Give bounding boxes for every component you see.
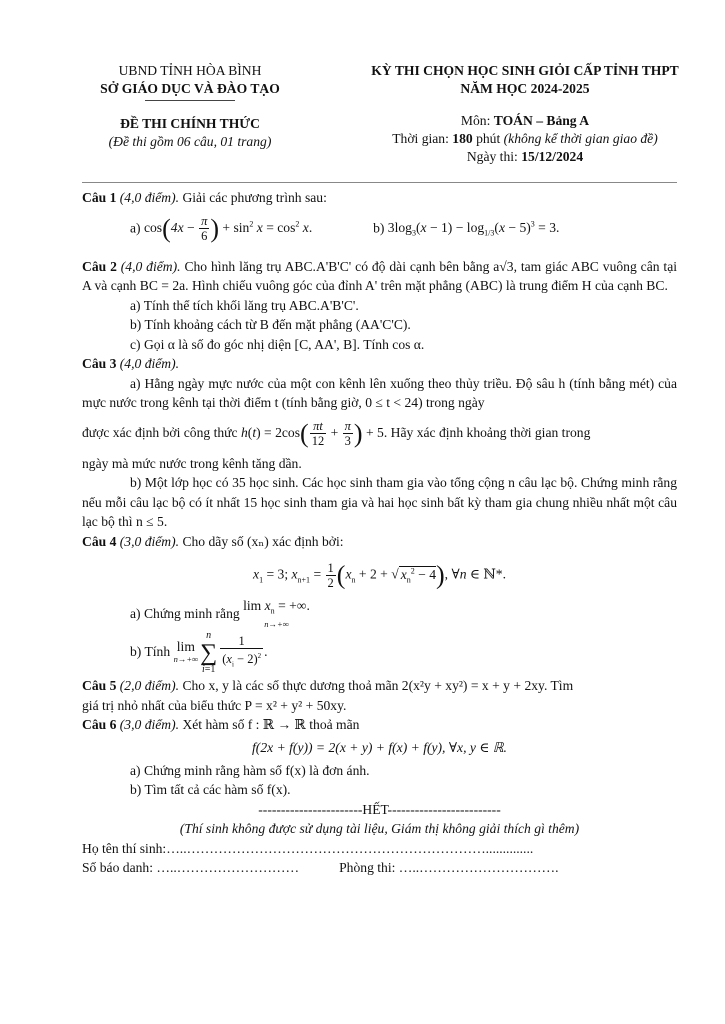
header-divider xyxy=(145,100,235,101)
candidate-name-line: Họ tên thí sinh:…..………………………………………………………….............. xyxy=(82,840,534,856)
q3-a-formula-label: được xác định bởi công thức xyxy=(82,424,238,440)
q2-statement xyxy=(82,257,677,296)
exam-body xyxy=(82,188,677,878)
q2-part-b: b) Tính khoảng cách từ B đến mặt phẳng (AA'C'C). xyxy=(130,317,411,333)
q5-title: Câu 5 xyxy=(82,678,117,694)
q5-text-1: Cho x, y là các số thực dương thoả mãn 2(x²y + xy²) = x + y + 2xy. Tìm xyxy=(179,678,574,694)
candidate-note: (Thí sinh không được sử dụng tài liệu, Giám thị không giải thích gì thêm) xyxy=(179,821,580,837)
q1-heading xyxy=(82,188,677,208)
q6-functional-equation: f(2x + f(y)) = 2(x + y) + f(x) + f(y), ∀x, y ∈ ℝ. xyxy=(252,739,507,755)
q1-a-equation: cos(4x − $\frac{\pi}{6}$ ) + $\sin^2 x = \cos^2 x$. xyxy=(143,213,313,244)
q3-heading xyxy=(82,354,677,374)
q4-part-a xyxy=(82,600,677,630)
time-unit: phút xyxy=(472,131,504,146)
q2-title: Câu 2 xyxy=(82,258,117,274)
subject-line xyxy=(320,112,725,130)
q4-points: (3,0 điểm). xyxy=(116,533,180,549)
exam-header xyxy=(70,62,685,182)
q1-a-label: a) xyxy=(130,220,141,236)
q1-b-equation: $3\log_3(x - 1) - \log_{1/3}(x - 5)^3 = 3$. xyxy=(387,219,560,238)
q4-a-label: a) Chứng minh rằng xyxy=(130,606,240,622)
q3-a-text: a) Hằng ngày mực nước của một con kênh lên xuống theo thủy triều. Độ sâu h (tính bằng mét) của mực nước trong kênh tại thời điểm t (tính bằng giờ, 0 ≤ t < 24) trong ngày xyxy=(82,375,677,411)
school-year: NĂM HỌC 2024-2025 xyxy=(460,81,590,96)
q4-text: Cho dãy số (xₙ) xác định bởi: xyxy=(179,533,344,549)
end-marker: -----------------------HẾT------------------------- xyxy=(258,801,501,817)
q3-points: (4,0 điểm). xyxy=(116,356,180,372)
date-line xyxy=(320,148,725,166)
time-value: 180 xyxy=(452,131,473,146)
q3-title: Câu 3 xyxy=(82,356,117,372)
q4-title: Câu 4 xyxy=(82,533,117,549)
q2-part-a: a) Tính thể tích khối lăng trụ ABC.A'B'C'. xyxy=(130,297,359,313)
q4-recurrence: $x_1 = 3$; $x_{n+1}$ = $\frac{1}{2}$ ($x_n + 2$ + √ $x_n^2 - 4$), ∀n ∈ ℕ*. xyxy=(253,560,506,591)
q3-part-a-formula-line xyxy=(82,413,677,454)
q1-text: Giải các phương trình sau: xyxy=(179,190,327,205)
header-left xyxy=(70,62,310,151)
q1-points: (4,0 điểm). xyxy=(116,190,180,205)
q3-part-b xyxy=(82,473,677,532)
candidate-number: Số báo danh: …..……………………… xyxy=(82,860,300,876)
candidate-id-room-line xyxy=(82,858,677,878)
q3-part-a-intro xyxy=(82,374,677,413)
header-separator xyxy=(82,182,677,183)
subject-label: Môn: xyxy=(460,113,494,128)
department-name: UBND TỈNH HÒA BÌNH xyxy=(118,63,262,78)
subject-value: TOÁN – Bảng A xyxy=(493,113,590,128)
date-value: 15/12/2024 xyxy=(521,149,584,164)
q5-statement xyxy=(82,676,677,696)
q4-part-b: b) Tính lim n→+∞ n ∑ i=1 $\frac{1}{(x_i - 2)^2}$ . xyxy=(130,630,268,676)
date-label: Ngày thi: xyxy=(466,149,522,164)
q2-text: Cho hình lăng trụ ABC.A'B'C' có độ dài cạnh bên bằng a√3, tam giác ABC vuông cân tại A và cạnh BC = 2a. Hình chiếu vuông góc của đỉnh A' trên mặt phẳng (ABC) là trung điểm H của cạnh BC. xyxy=(82,258,678,294)
q6-part-b: b) Tìm tất cả các hàm số f(x). xyxy=(130,782,291,798)
q3-b-text: b) Một lớp học có 35 học sinh. Các học sinh tham gia vào tổng cộng n câu lạc bộ. Chứng minh rằng nếu mỗi câu lạc bộ có ít nhất 15 học sinh tham gia và hai học sinh bất kỳ tham gia chung nhiều nhất một câu lạc bộ thì n ≤ 5. xyxy=(82,475,677,530)
q4-b-fraction: $\frac{1}{(x_i - 2)^2}$ xyxy=(222,634,262,669)
q6-points: (3,0 điểm). xyxy=(116,717,180,733)
q4-b-sum: n ∑ i=1 xyxy=(200,630,218,676)
q6-title: Câu 6 xyxy=(82,717,117,733)
q6-heading xyxy=(82,715,677,735)
exam-pages-note: (Đề thi gồm 06 câu, 01 trang) xyxy=(108,134,272,149)
q4-b-label: b) Tính xyxy=(130,644,171,660)
exam-room: Phòng thi: …..…………………………. xyxy=(339,860,559,876)
q2-part-c: c) Gọi α là số đo góc nhị diện [C, AA', B]. Tính cos α. xyxy=(130,336,425,352)
time-label: Thời gian: xyxy=(392,131,453,146)
official-label: ĐỀ THI CHÍNH THỨC xyxy=(120,116,260,131)
q5-text-2: giá trị nhỏ nhất của biểu thức P = x² + y² + 50xy. xyxy=(82,697,347,713)
q3-a-formula-tail: . Hãy xác định khoảng thời gian trong xyxy=(383,424,591,440)
q4-heading xyxy=(82,532,677,552)
q6-text: Xét hàm số f : ℝ → ℝ thoả mãn xyxy=(179,717,360,733)
q4-a-limit: $\lim x_n$ = +∞. n→+∞ xyxy=(243,598,310,630)
agency-name: SỞ GIÁO DỤC VÀ ĐÀO TẠO xyxy=(100,81,280,96)
q2-points: (4,0 điểm). xyxy=(116,258,181,274)
q3-a-question: ngày mà mức nước trong kênh tăng dần. xyxy=(82,455,302,471)
time-note: (không kể thời gian giao đề) xyxy=(503,131,658,146)
q6-part-a: a) Chứng minh rằng hàm số f(x) là đơn ánh. xyxy=(130,762,370,778)
exam-title: KỲ THI CHỌN HỌC SINH GIỎI CẤP TỈNH THPT xyxy=(371,63,679,78)
time-line xyxy=(320,130,725,148)
header-right xyxy=(320,62,725,166)
q5-points: (2,0 điểm). xyxy=(116,678,180,694)
q3-a-formula: h(t) = 2cos( $\frac{\pi t}{12}$ + $\frac{\pi}{3}$ ) + 5 xyxy=(240,418,384,449)
q1-parts xyxy=(82,208,677,251)
q1-b-label: b) xyxy=(373,220,385,236)
q1-title: Câu 1 xyxy=(82,190,117,205)
q4-b-limit: lim n→+∞ xyxy=(173,639,199,665)
